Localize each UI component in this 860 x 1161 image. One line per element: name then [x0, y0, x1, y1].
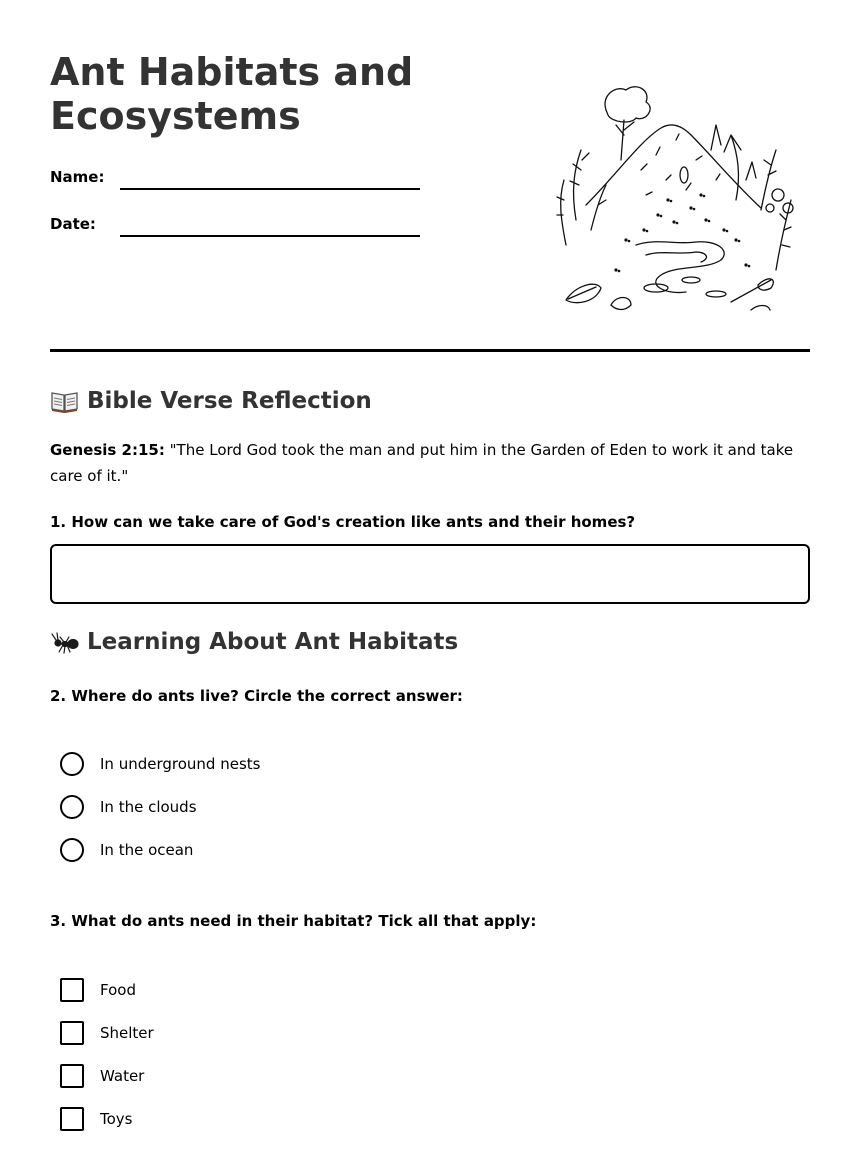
option-label: Toys [100, 1110, 133, 1128]
question-2: 2. Where do ants live? Circle the correct answer: [50, 687, 463, 705]
checkbox[interactable] [60, 1064, 84, 1088]
q2-option-underground[interactable] [60, 751, 260, 777]
date-input-line[interactable] [120, 235, 420, 237]
q2-option-ocean[interactable] [60, 837, 193, 863]
radio-circle[interactable] [60, 752, 84, 776]
name-label: Name: [50, 168, 105, 186]
anthill-illustration [546, 80, 800, 320]
verse-reference: Genesis 2:15: [50, 441, 165, 459]
bible-verse [50, 437, 810, 489]
bible-section-title: Bible Verse Reflection [87, 388, 372, 414]
q3-option-food[interactable] [60, 977, 136, 1003]
q3-option-shelter[interactable] [60, 1020, 154, 1046]
q3-option-water[interactable] [60, 1063, 144, 1089]
open-book-icon [50, 388, 79, 414]
radio-circle[interactable] [60, 795, 84, 819]
checkbox[interactable] [60, 978, 84, 1002]
page-title: Ant Habitats and Ecosystems [50, 50, 414, 138]
bible-section-heading [50, 388, 372, 414]
ant-icon [50, 629, 79, 655]
q3-option-toys[interactable] [60, 1106, 132, 1132]
q2-option-clouds[interactable] [60, 794, 197, 820]
date-label: Date: [50, 215, 96, 233]
option-label: In the ocean [100, 841, 194, 859]
option-label: In the clouds [100, 798, 197, 816]
verse-text: "The Lord God took the man and put him in the Garden of Eden to work it and take care of it." [50, 441, 794, 485]
option-label: In underground nests [100, 755, 261, 773]
habitat-section-title: Learning About Ant Habitats [87, 629, 459, 655]
checkbox[interactable] [60, 1021, 84, 1045]
habitat-section-heading [50, 629, 458, 655]
question-1-answer-box[interactable] [50, 544, 810, 604]
section-divider [50, 349, 810, 352]
question-3: 3. What do ants need in their habitat? Tick all that apply: [50, 912, 537, 930]
checkbox[interactable] [60, 1107, 84, 1131]
date-field-row [50, 207, 420, 237]
option-label: Shelter [100, 1024, 154, 1042]
radio-circle[interactable] [60, 838, 84, 862]
question-1: 1. How can we take care of God's creation like ants and their homes? [50, 513, 636, 531]
option-label: Food [100, 981, 136, 999]
option-label: Water [100, 1067, 145, 1085]
name-input-line[interactable] [120, 188, 420, 190]
name-field-row [50, 160, 420, 190]
